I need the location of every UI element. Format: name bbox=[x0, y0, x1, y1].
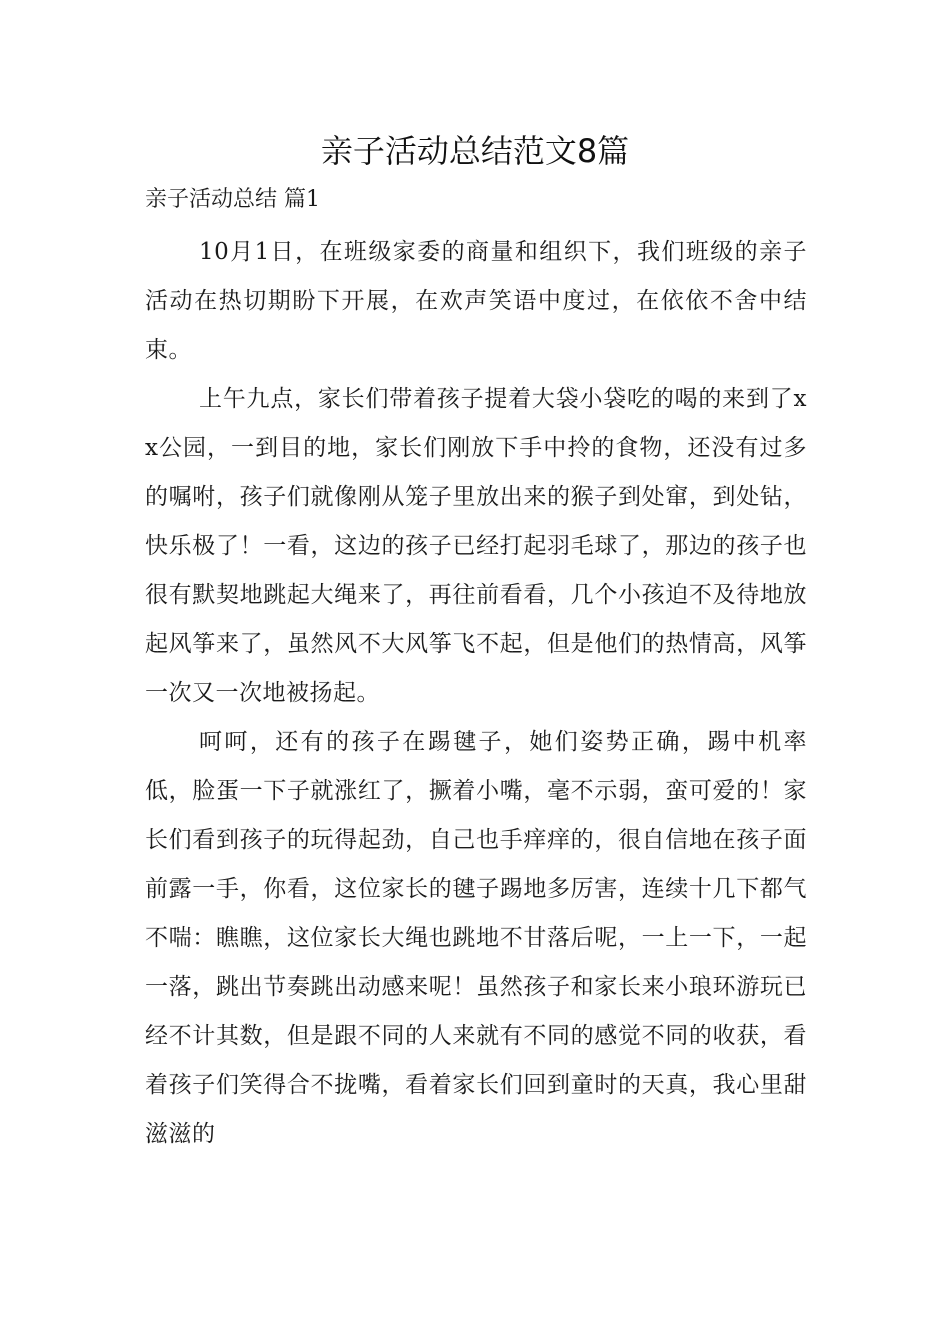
paragraph-2: 上午九点，家长们带着孩子提着大袋小袋吃的喝的来到了xx公园，一到目的地，家长们刚放下手中拎的食物，还没有过多的嘱咐，孩子们就像刚从笼子里放出来的猴子到处窜，到处钻，快乐极了！一看，这边的孩子已经打起羽毛球了，那边的孩子也很有默契地跳起大绳来了，再往前看看，几个小孩迫不及待地放起风筝来了，虽然风不大风筝飞不起，但是他们的热情高，风筝一次又一次地被扬起。 bbox=[145, 386, 807, 706]
section-heading: 亲子活动总结 篇1 bbox=[145, 187, 320, 212]
paragraph-1: 10月1日，在班级家委的商量和组织下，我们班级的亲子活动在热切期盼下开展，在欢声笑语中度过，在依依不舍中结束。 bbox=[145, 239, 807, 363]
document-body bbox=[145, 228, 807, 1159]
document-title: 亲子活动总结范文8篇 bbox=[320, 132, 630, 170]
paragraph-3: 呵呵，还有的孩子在踢毽子，她们姿势正确，踢中机率低，脸蛋一下子就涨红了，撅着小嘴，毫不示弱，蛮可爱的！家长们看到孩子的玩得起劲，自己也手痒痒的，很自信地在孩子面前露一手，你看，这位家长的毽子踢地多厉害，连续十几下都气不喘：瞧瞧，这位家长大绳也跳地不甘落后呢，一上一下，一起一落，跳出节奏跳出动感来呢！虽然孩子和家长来小琅环游玩已经不计其数，但是跟不同的人来就有不同的感觉不同的收获，看着孩子们笑得合不拢嘴，看着家长们回到童时的天真，我心里甜滋滋的 bbox=[145, 729, 807, 1147]
